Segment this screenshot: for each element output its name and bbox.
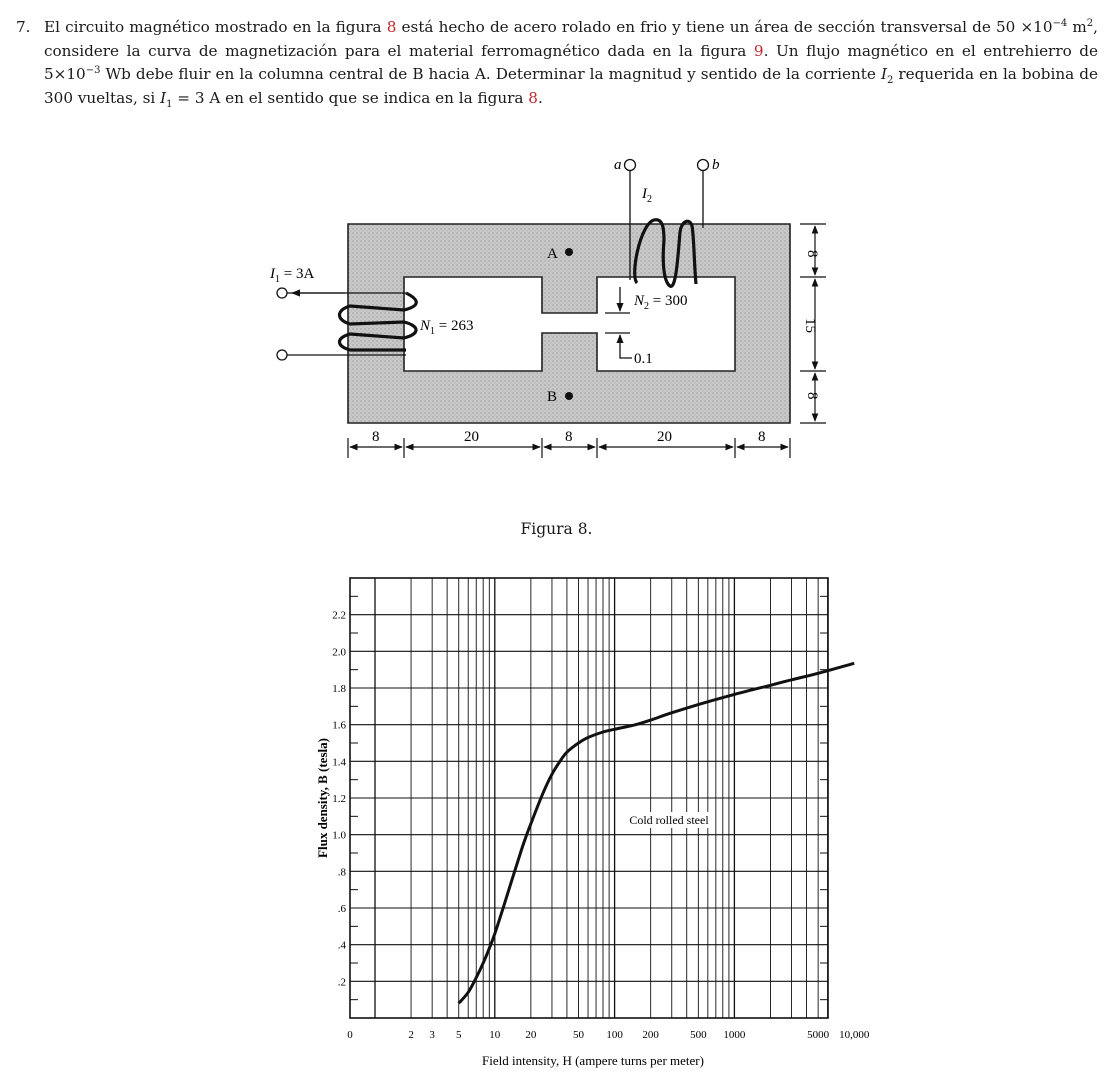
point-a-dot — [565, 248, 573, 256]
x-tick-label: 200 — [642, 1029, 659, 1041]
curve-annotation: Cold rolled steel — [629, 813, 709, 827]
i1-terminal-bottom — [277, 350, 287, 360]
x-tick-label: 100 — [606, 1029, 623, 1041]
gap-label: 0.1 — [634, 351, 653, 367]
y-tick-label: 1.2 — [332, 793, 346, 805]
y-axis-label: Flux density, B (tesla) — [315, 738, 330, 858]
air-gap-marker — [605, 287, 632, 358]
i1-terminal-top — [277, 288, 287, 298]
i1-label: $I_1 = 3A$ — [270, 266, 315, 285]
y-tick-label: 1.0 — [332, 829, 346, 842]
x-tick-label: 5 — [455, 1029, 462, 1041]
y-tick-label: .6 — [337, 903, 346, 915]
x-tick-label: 50 — [573, 1029, 585, 1041]
x-axis-label: Field intensity, H (ampere turns per meter) — [482, 1053, 704, 1068]
terminal-b — [698, 160, 709, 171]
n2-label: $N_2 = 300$ — [634, 293, 688, 312]
x-tick-label: 2 — [408, 1029, 414, 1041]
x-tick-label: 500 — [690, 1029, 707, 1041]
x-tick-label: 3 — [429, 1029, 435, 1041]
figure-ref-link[interactable]: 8 — [528, 88, 538, 107]
problem-number: 7. — [16, 18, 31, 36]
x-tick-label: 10 — [489, 1029, 501, 1041]
figure-ref-link[interactable]: 8 — [386, 18, 397, 36]
x-tick-label: 20 — [525, 1029, 537, 1041]
dim-bottom-3: 8 — [565, 429, 573, 445]
problem-text: El circuito magnético mostrado en la figura 8 está hecho de acero rolado en frio y tiene un área de sección transversal de $50 \times 10^{-4}$ $m^2$, considere la curva de magnetización para el material ferromagnético dada en la figura 9. Un flujo magnético en el entrehierro de $5\times 10^{-3}$ Wb debe fluir en la columna central de B hacia A. Determinar la magnitud y sentido de la corriente $I_2$ requerida en la bobina de 300 vueltas, si $I_1 = 3$ A en el sentido que se indica en la figura 8. — [44, 17, 1098, 110]
y-tick-label: 2.0 — [332, 646, 346, 659]
y-tick-label: .4 — [337, 939, 346, 952]
terminal-a-label: a — [614, 157, 622, 173]
point-b-dot — [565, 392, 573, 400]
point-b-label: B — [547, 389, 558, 405]
point-a-label: A — [547, 246, 558, 262]
dim-bottom-2: 20 — [464, 429, 479, 445]
y-tick-label: .8 — [337, 866, 346, 879]
figure-8-caption: Figura 8. — [520, 520, 593, 538]
x-tick-label: 5000 — [807, 1029, 830, 1041]
dim-bottom-4: 20 — [657, 429, 672, 445]
bh-curve — [459, 663, 855, 1003]
i2-label: $I_2$ — [642, 186, 652, 205]
dim-right-1: 8 — [804, 250, 820, 258]
y-tick-label: 2.2 — [332, 609, 346, 622]
terminal-a — [625, 160, 636, 171]
y-tick-label: 1.6 — [332, 719, 346, 732]
x-tick-label: 10,000 — [839, 1029, 870, 1041]
n1-label: $N_1 = 263$ — [420, 318, 474, 337]
dim-bottom-1: 8 — [372, 429, 380, 445]
y-tick-label: 1.4 — [332, 756, 346, 769]
y-tick-label: 1.8 — [332, 683, 346, 695]
dim-right-3: 8 — [804, 392, 820, 400]
dim-bottom-5: 8 — [758, 429, 766, 445]
dim-right-2: 15 — [802, 318, 818, 333]
y-tick-label: .2 — [337, 976, 346, 989]
magnetic-circuit-figure — [0, 0, 1113, 510]
figure-ref-link[interactable]: 9 — [753, 41, 764, 60]
origin-label: 0 — [347, 1029, 353, 1041]
x-tick-label: 1000 — [723, 1029, 746, 1041]
magnetization-curve-chart — [300, 560, 870, 1078]
terminal-b-label: b — [712, 157, 720, 173]
